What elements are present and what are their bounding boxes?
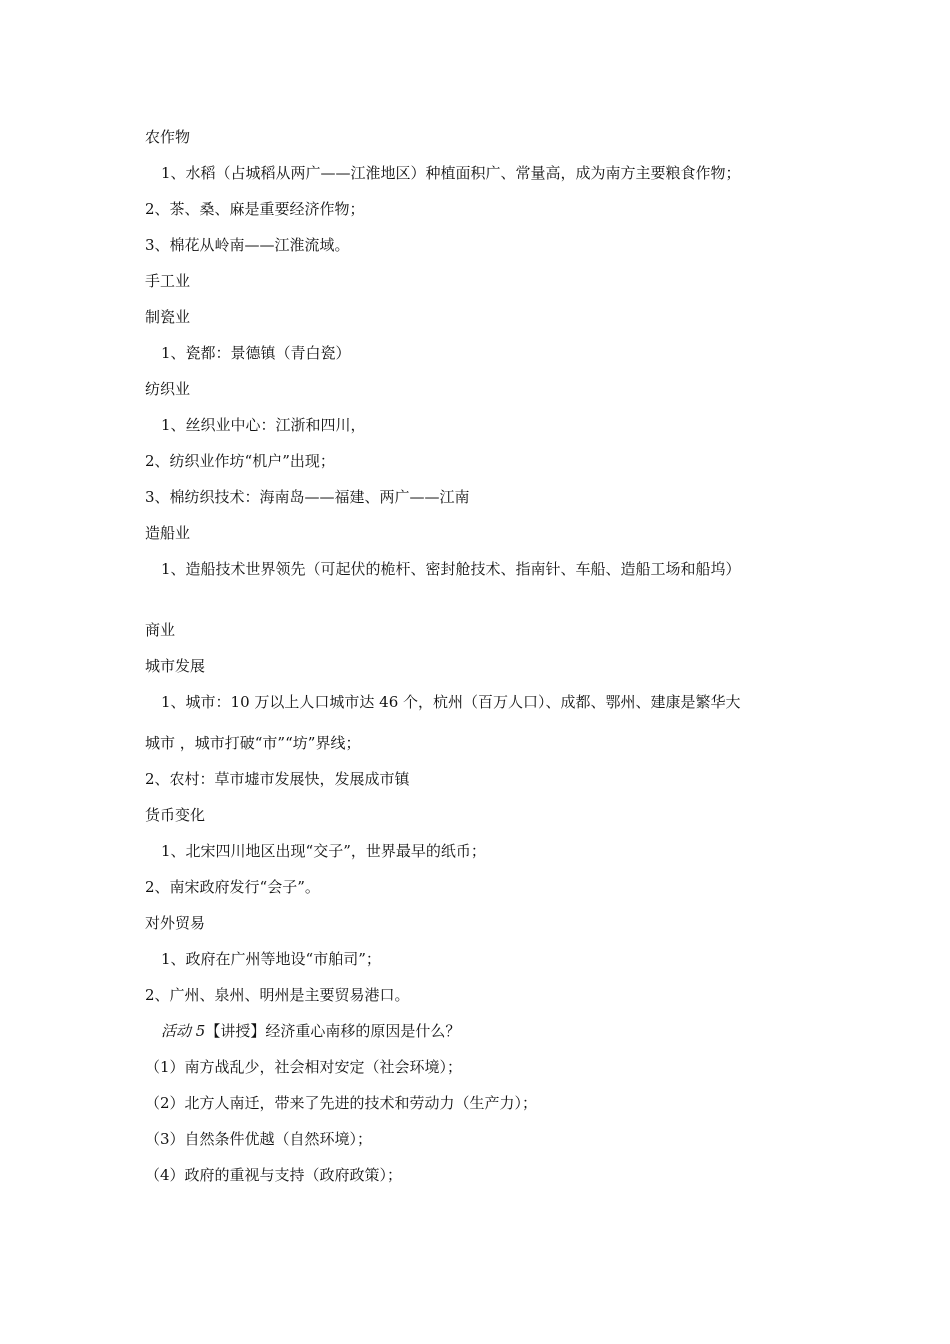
shipbuilding-heading: 造船业 bbox=[145, 524, 191, 542]
trade-item-2: 2、广州、泉州、明州是主要贸易港口。 bbox=[145, 986, 410, 1004]
porcelain-item-1: 1、瓷都：景德镇（青白瓷） bbox=[161, 344, 351, 362]
activity-question: 【讲授】经济重心南移的原因是什么？ bbox=[205, 1022, 461, 1040]
currency-item-1: 1、北宋四川地区出现“交子”，世界最早的纸币； bbox=[161, 842, 486, 860]
activity-label: 活动 5 bbox=[161, 1022, 206, 1040]
trade-item-1: 1、政府在广州等地设“市舶司”； bbox=[161, 950, 381, 968]
city-heading: 城市发展 bbox=[145, 657, 206, 675]
porcelain-heading: 制瓷业 bbox=[145, 308, 191, 326]
reason-item-1: （1）南方战乱少，社会相对安定（社会环境）； bbox=[145, 1058, 463, 1076]
textile-item-2: 2、纺织业作坊“机户”出现； bbox=[145, 452, 335, 470]
agriculture-item-1: 1、水稻（占城稻从两广——江淮地区）种植面积广、常量高，成为南方主要粮食作物； bbox=[161, 164, 741, 182]
reason-item-2: （2）北方人南迁，带来了先进的技术和劳动力（生产力）； bbox=[145, 1094, 538, 1112]
activity-line bbox=[161, 1021, 860, 1041]
agriculture-item-3: 3、棉花从岭南——江淮流域。 bbox=[145, 236, 350, 254]
city-item-1-continued: 城市 ，城市打破“市”“坊”界线； bbox=[145, 734, 361, 752]
textile-item-3: 3、棉纺织技术：海南岛——福建、两广——江南 bbox=[145, 488, 470, 506]
reason-item-4: （4）政府的重视与支持（政府政策）； bbox=[145, 1166, 403, 1184]
agriculture-item-2: 2、茶、桑、麻是重要经济作物； bbox=[145, 200, 365, 218]
textile-heading: 纺织业 bbox=[145, 380, 191, 398]
currency-item-2: 2、南宋政府发行“会子”。 bbox=[145, 878, 320, 896]
city-item-2: 2、农村：草市墟市发展快，发展成市镇 bbox=[145, 770, 410, 788]
textile-item-1: 1、丝织业中心：江浙和四川， bbox=[161, 416, 366, 434]
commerce-heading: 商业 bbox=[145, 621, 176, 639]
reason-item-3: （3）自然条件优越（自然环境）； bbox=[145, 1130, 373, 1148]
shipbuilding-item-1: 1、造船技术世界领先（可起伏的桅杆、密封舱技术、指南针、车船、造船工场和船坞） bbox=[161, 560, 741, 578]
currency-heading: 货币变化 bbox=[145, 806, 206, 824]
agriculture-heading: 农作物 bbox=[145, 128, 191, 146]
handicraft-heading: 手工业 bbox=[145, 272, 191, 290]
city-item-1: 1、城市：10 万以上人口城市达 46 个，杭州（百万人口）、成都、鄂州、建康是繁华大 bbox=[161, 693, 741, 711]
trade-heading: 对外贸易 bbox=[145, 914, 206, 932]
